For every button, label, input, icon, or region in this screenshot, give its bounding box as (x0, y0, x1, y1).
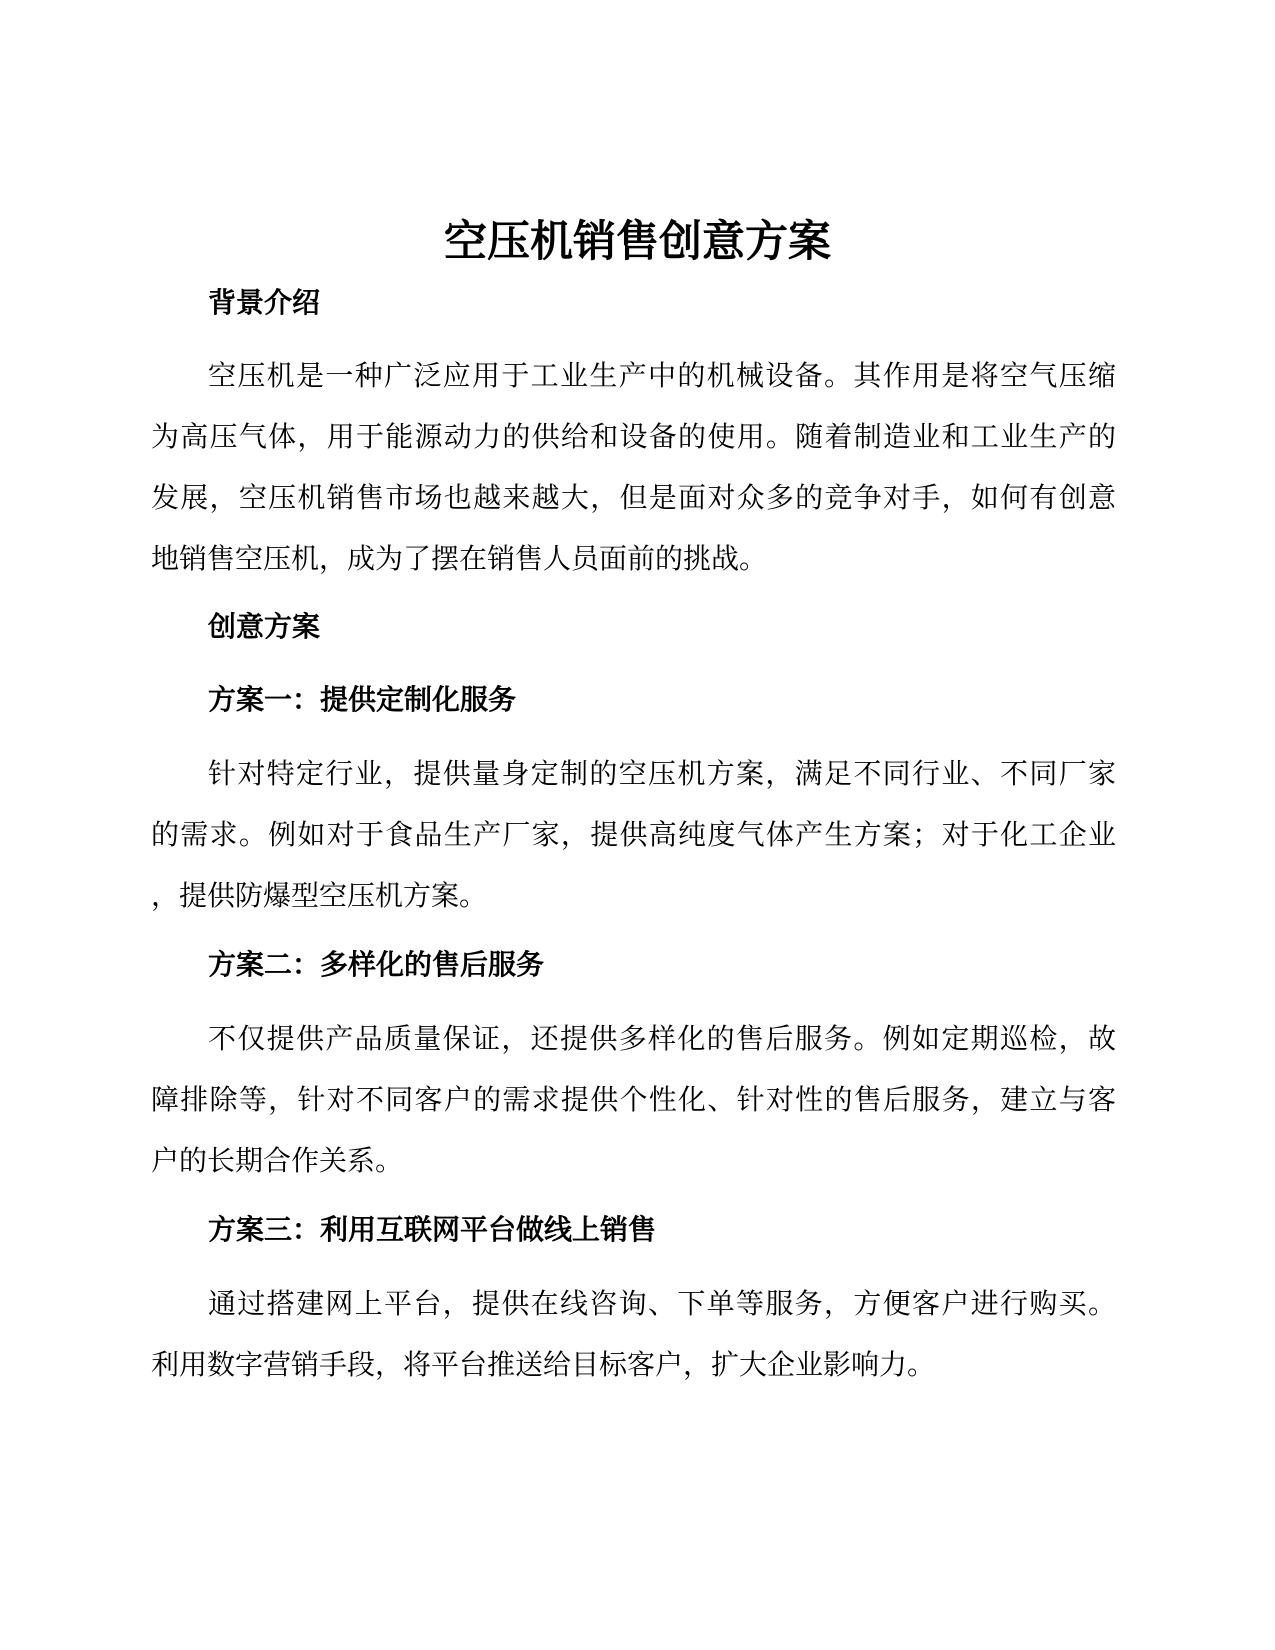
plan-3-paragraph (151, 1273, 1116, 1395)
background-paragraph (151, 345, 1116, 589)
paragraph-line: 的需求。例如对于食品生产厂家，提供高纯度气体产生方案；对于化工企业 (151, 818, 1116, 851)
paragraph-line: 户的长期合作关系。 (151, 1144, 404, 1177)
paragraph-line: 为高压气体，用于能源动力的供给和设备的使用。随着制造业和工业生产的 (151, 420, 1116, 453)
paragraph-line: ，提供防爆型空压机方案。 (151, 879, 488, 912)
paragraph-line: 空压机是一种广泛应用于工业生产中的机械设备。其作用是将空气压缩 (208, 359, 1116, 392)
plan-2-paragraph (151, 1008, 1116, 1191)
paragraph-line: 不仅提供产品质量保证，还提供多样化的售后服务。例如定期巡检，故 (208, 1022, 1116, 1055)
plan-1-heading: 方案一：提供定制化服务 (208, 683, 517, 716)
paragraph-line: 地销售空压机，成为了摆在销售人员面前的挑战。 (151, 542, 768, 575)
section-heading-background: 背景介绍 (208, 286, 321, 319)
plan-3-heading: 方案三：利用互联网平台做线上销售 (208, 1213, 657, 1246)
plan-2-heading: 方案二：多样化的售后服务 (208, 948, 545, 981)
paragraph-line: 障排除等，针对不同客户的需求提供个性化、针对性的售后服务，建立与客 (151, 1083, 1116, 1116)
paragraph-line: 发展，空压机销售市场也越来越大，但是面对众多的竞争对手，如何有创意 (151, 481, 1116, 514)
plan-1-paragraph (151, 743, 1116, 926)
paragraph-line: 通过搭建网上平台，提供在线咨询、下单等服务，方便客户进行购买。 (208, 1287, 1116, 1320)
section-heading-creative: 创意方案 (208, 610, 321, 643)
document-title: 空压机销售创意方案 (444, 217, 831, 267)
paragraph-line: 利用数字营销手段，将平台推送给目标客户，扩大企业影响力。 (151, 1348, 936, 1381)
paragraph-line: 针对特定行业，提供量身定制的空压机方案，满足不同行业、不同厂家 (208, 757, 1116, 790)
